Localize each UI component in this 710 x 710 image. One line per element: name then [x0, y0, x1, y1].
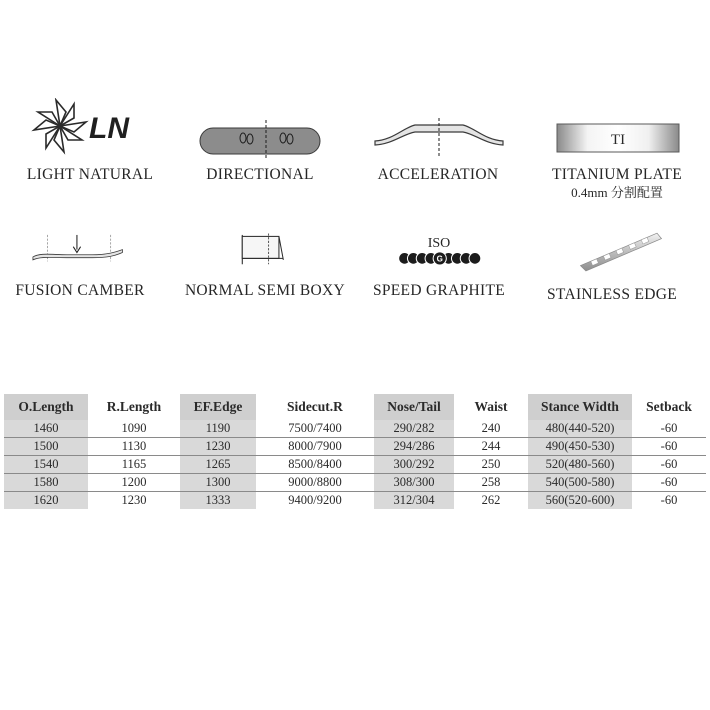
feature-label: TITANIUM PLATE [552, 166, 682, 183]
cell: 1300 [180, 474, 256, 492]
cell: -60 [632, 420, 706, 438]
cell: 1333 [180, 492, 256, 510]
feature-label: ACCELERATION [377, 166, 499, 183]
header-sidecut: Sidecut.R [287, 399, 343, 414]
feature-fusion-camber [0, 232, 170, 304]
plate-text: TI [610, 132, 626, 148]
table-row [4, 474, 706, 492]
feature-sublabel: 0.4mm 分割配置 [571, 185, 663, 200]
cell: 1090 [88, 420, 180, 438]
cell: 1165 [88, 456, 180, 474]
cell: -60 [632, 474, 706, 492]
feature-label: LIGHT NATURAL [26, 166, 154, 183]
directional-board-icon [175, 98, 345, 158]
feature-label: NORMAL SEMI BOXY [184, 282, 346, 299]
cell: 1265 [180, 456, 256, 474]
cell: 312/304 [374, 492, 454, 510]
header-o-length: O.Length [4, 394, 88, 420]
header-waist: Waist [474, 399, 508, 414]
feature-normal-semi-boxy [180, 232, 350, 304]
feature-label: STAINLESS EDGE [547, 286, 677, 303]
cell: 1540 [4, 456, 88, 474]
cell: 560(520-600) [528, 492, 632, 510]
feature-titanium-plate [532, 98, 702, 198]
cell: 8000/7900 [256, 438, 374, 456]
cell: 1580 [4, 474, 88, 492]
cell: 1130 [88, 438, 180, 456]
logo-text: LN [89, 112, 129, 145]
cell: -60 [632, 456, 706, 474]
header-ef-edge: EF.Edge [180, 394, 256, 420]
cell: 9000/8800 [256, 474, 374, 492]
cell: 290/282 [374, 420, 454, 438]
cell: 262 [481, 493, 501, 507]
feature-stainless-edge [527, 226, 697, 306]
titanium-plate-icon [532, 98, 702, 158]
speed-graphite-icon [354, 232, 524, 276]
cell: 1230 [121, 493, 147, 507]
cell: 8500/8400 [256, 456, 374, 474]
header-nose-tail: Nose/Tail [374, 394, 454, 420]
cell: 308/300 [374, 474, 454, 492]
cell: 9400/9200 [288, 493, 342, 507]
feature-light-natural [5, 98, 175, 188]
cell: 520(480-560) [528, 456, 632, 474]
table-row [4, 420, 706, 438]
feature-acceleration [353, 98, 523, 188]
feature-speed-graphite [354, 232, 524, 304]
cell: 490(450-530) [528, 438, 632, 456]
graphite-badge-text: G [436, 254, 443, 264]
cell: 240 [454, 420, 528, 438]
cell: 300/292 [374, 456, 454, 474]
cell: 258 [454, 474, 528, 492]
cell: 540(500-580) [528, 474, 632, 492]
cell: 1200 [88, 474, 180, 492]
table-row [4, 456, 706, 474]
cell: 1460 [4, 420, 88, 438]
iso-text: ISO [427, 236, 451, 251]
cell: 7500/7400 [256, 420, 374, 438]
table-row [4, 438, 706, 456]
cell: 250 [454, 456, 528, 474]
cell: -60 [632, 438, 706, 456]
feature-directional [175, 98, 345, 188]
cell: 294/286 [374, 438, 454, 456]
cell: 244 [454, 438, 528, 456]
cell: 1620 [4, 492, 88, 510]
feature-label: SPEED GRAPHITE [372, 282, 506, 299]
header-stance-width: Stance Width [528, 394, 632, 420]
feature-label: FUSION CAMBER [15, 282, 145, 299]
light-natural-logo-icon [5, 98, 175, 158]
cell: -60 [660, 493, 678, 507]
cell: 1190 [180, 420, 256, 438]
semi-boxy-edge-icon [180, 232, 350, 276]
header-r-length: R.Length [106, 399, 162, 414]
cell: 1230 [180, 438, 256, 456]
cell: 480(440-520) [528, 420, 632, 438]
fusion-camber-icon [0, 232, 170, 276]
spec-header-row [4, 394, 706, 420]
stainless-edge-icon [527, 226, 697, 280]
acceleration-profile-icon [353, 98, 523, 158]
header-setback: Setback [646, 399, 692, 414]
cell: 1500 [4, 438, 88, 456]
feature-label: DIRECTIONAL [206, 166, 314, 183]
table-row [4, 492, 706, 510]
spec-table [4, 394, 706, 509]
